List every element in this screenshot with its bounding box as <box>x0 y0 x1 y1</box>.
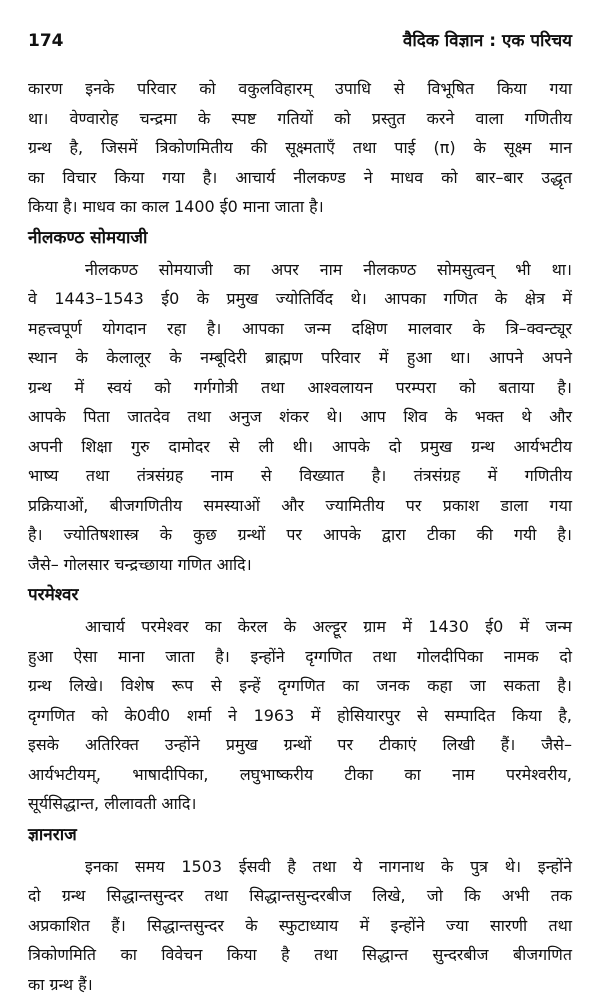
text-line: प्रक्रियाओं, बीजगणितीय समस्याओं और ज्यामितीय पर प्रकाश डाला गया <box>28 491 572 521</box>
page-number: 174 <box>28 28 64 54</box>
running-title: वैदिक विज्ञान : एक परिचय <box>403 28 572 54</box>
text-line: इनका समय 1503 ईसवी है तथा ये नागनाथ के पुत्र थे। इन्होंने <box>28 852 572 882</box>
text-line: अपनी शिक्षा गुरु दामोदर से ली थी। आपके दो प्रमुख ग्रन्थ आर्यभटीय <box>28 432 572 462</box>
paragraph-intro <box>28 74 572 222</box>
text-line: त्रिकोणमिति का विवेचन किया है तथा सिद्धान्त सुन्दरबीज बीजगणित <box>28 940 572 970</box>
section-heading-parameshvara: परमेश्वर <box>28 580 572 610</box>
text-line: स्थान के केलालूर के नम्बूदिरी ब्राह्मण परिवार में हुआ था। आपने अपने <box>28 343 572 373</box>
paragraph-parameshvara <box>28 612 572 819</box>
text-line: आचार्य परमेश्वर का केरल के अल्ट्टूर ग्राम में 1430 ई0 में जन्म <box>28 612 572 642</box>
text-line: वे 1443–1543 ई0 के प्रमुख ज्योतिर्विद थे। आपका गणित के क्षेत्र में <box>28 284 572 314</box>
text-line: आपके पिता जातदेव तथा अनुज शंकर थे। आप शिव के भक्त थे और <box>28 402 572 432</box>
text-line: था। वेण्वारोह चन्द्रमा के स्पष्ट गतियों को प्रस्तुत करने वाला गणितीय <box>28 104 572 134</box>
paragraph-nilakantha <box>28 255 572 580</box>
text-line: है। ज्योतिषशास्त्र के कुछ ग्रन्थों पर आपके द्वारा टीका की गयी है। <box>28 520 572 550</box>
text-line: ग्रन्थ है, जिसमें त्रिकोणमितीय की सूक्ष्मताएँ तथा पाई (π) के सूक्ष्म मान <box>28 133 572 163</box>
text-line: जैसे– गोलसार चन्द्रच्छाया गणित आदि। <box>28 550 572 580</box>
text-line: का विचार किया गया है। आचार्य नीलकण्ड ने माधव को बार–बार उद्धृत <box>28 163 572 193</box>
paragraph-jnanaraja <box>28 852 572 999</box>
section-heading-jnanaraja: ज्ञानराज <box>28 820 572 850</box>
text-line: ग्रन्थ लिखे। विशेष रूप से इन्हें दृग्गणित का जनक कहा जा सकता है। <box>28 671 572 701</box>
text-line: सूर्यसिद्धान्त, लीलावती आदि। <box>28 789 572 819</box>
text-line: महत्त्वपूर्ण योगदान रहा है। आपका जन्म दक्षिण मालवार के त्रि–क्वन्ट्यूर <box>28 314 572 344</box>
text-line: ग्रन्थ में स्वयं को गर्गगोत्री तथा आश्वलायन परम्परा को बताया है। <box>28 373 572 403</box>
text-line: अप्रकाशित हैं। सिद्धान्तसुन्दर के स्फुटाध्याय में इन्होंने ज्या सारणी तथा <box>28 911 572 941</box>
section-heading-nilakantha: नीलकण्ठ सोमयाजी <box>28 223 572 253</box>
book-page <box>28 0 572 970</box>
text-line: दृग्गणित को के0वी0 शर्मा ने 1963 में होसियारपुर से सम्पादित किया है, <box>28 701 572 731</box>
text-line: नीलकण्ठ सोमयाजी का अपर नाम नीलकण्ठ सोमसुत्वन् भी था। <box>28 255 572 285</box>
page-header <box>28 28 572 58</box>
text-line: भाष्य तथा तंत्रसंग्रह नाम से विख्यात है। तंत्रसंग्रह में गणितीय <box>28 461 572 491</box>
text-line: दो ग्रन्थ सिद्धान्तसुन्दर तथा सिद्धान्तसुन्दरबीज लिखे, जो कि अभी तक <box>28 881 572 911</box>
text-line: हुआ ऐसा माना जाता है। इन्होंने दृग्गणित तथा गोलदीपिका नामक दो <box>28 642 572 672</box>
page-body <box>28 74 572 999</box>
text-line: इसके अतिरिक्त उन्होंने प्रमुख ग्रन्थों पर टीकाएं लिखी हैं। जैसे– <box>28 730 572 760</box>
text-line: किया है। माधव का काल 1400 ई0 माना जाता है। <box>28 192 572 222</box>
text-line: कारण इनके परिवार को वकुलविहारम् उपाधि से विभूषित किया गया <box>28 74 572 104</box>
text-line: का ग्रन्थ हैं। <box>28 970 572 999</box>
text-line: आर्यभटीयम्, भाषादीपिका, लघुभाष्करीय टीका का नाम परमेश्वरीय, <box>28 760 572 790</box>
